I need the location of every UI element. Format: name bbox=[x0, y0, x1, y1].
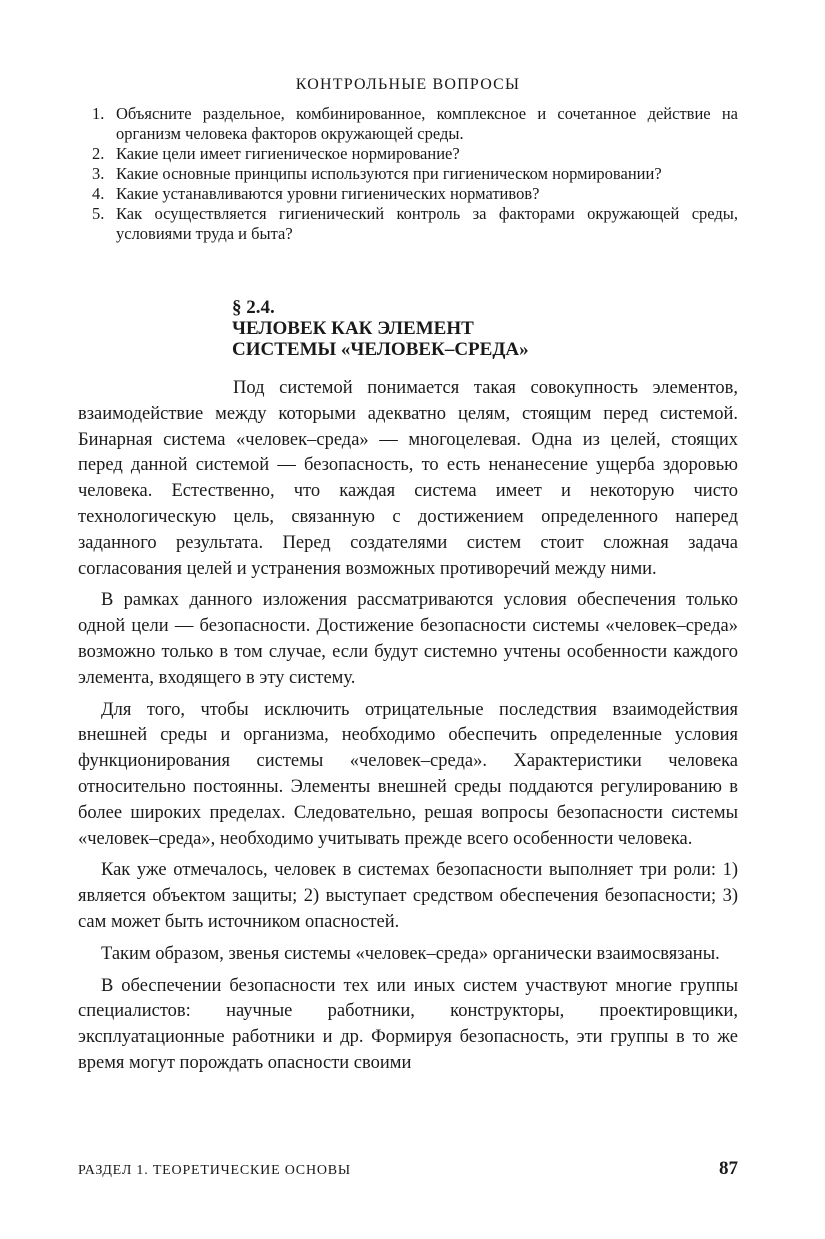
question-text: Как осуществляется гигиенический контроль за факторами окружающей среды, условиями труда и быта? bbox=[116, 204, 738, 243]
running-footer-label: РАЗДЕЛ 1. ТЕОРЕТИЧЕСКИЕ ОСНОВЫ bbox=[78, 1163, 351, 1178]
question-item bbox=[78, 144, 738, 164]
questions-heading: КОНТРОЛЬНЫЕ ВОПРОСЫ bbox=[295, 76, 521, 93]
questions-list bbox=[78, 104, 738, 244]
paragraph: Под системой понимается такая совокупность элементов, взаимодействие между которыми адекватно целям, стоящим перед системой. Бинарная система «человек–среда» — многоцелевая. Одна из целей, стоящих перед данной системой — безопасность, то есть ненанесение ущерба здоровью человека. Естественно, что каждая система имеет и некоторую чисто технологическую цель, связанную с достижением определенного наперед заданного результата. Перед создателями систем стоит сложная задача согласования целей и устранения возможных противоречий между ними. bbox=[78, 378, 738, 579]
paragraph: В рамках данного изложения рассматриваются условия обеспечения только одной цели — безопасности. Достижение безопасности системы «человек–среда» возможно только в том случае, если будут системно учтены особенности каждого элемента, входящего в эту систему. bbox=[78, 590, 738, 688]
paragraph: Для того, чтобы исключить отрицательные последствия взаимодействия внешней среды и организма, необходимо обеспечить определенные условия функционирования системы «человек–среда». Характеристики человека относительно постоянны. Элементы внешней среды поддаются регулированию в более широких пределах. Следовательно, решая вопросы безопасности системы «человек–среда», необходимо учитывать прежде всего особенности человека. bbox=[78, 699, 738, 849]
paragraph: В обеспечении безопасности тех или иных систем участвуют многие группы специалистов: научные работники, конструкторы, проектировщики, эксплуатационные работники и др. Формируя безопасность, эти группы в то же время могут порождать опасности своими bbox=[78, 975, 738, 1073]
section-title-line-1: ЧЕЛОВЕК КАК ЭЛЕМЕНТ bbox=[232, 318, 474, 339]
page-footer bbox=[78, 1158, 738, 1180]
question-number: 1. bbox=[92, 104, 105, 123]
question-item bbox=[78, 104, 738, 144]
question-number: 2. bbox=[92, 144, 105, 163]
section-title-line-2: СИСТЕМЫ «ЧЕЛОВЕК–СРЕДА» bbox=[232, 339, 529, 360]
question-text: Какие основные принципы используются при гигиеническом нормировании? bbox=[116, 164, 662, 183]
question-item bbox=[78, 204, 738, 244]
question-number: 5. bbox=[92, 204, 105, 223]
question-number: 4. bbox=[92, 184, 105, 203]
question-item bbox=[78, 184, 738, 204]
question-text: Какие цели имеет гигиеническое нормирование? bbox=[116, 144, 460, 163]
question-item bbox=[78, 164, 738, 184]
question-number: 3. bbox=[92, 164, 105, 183]
section-heading bbox=[232, 297, 529, 360]
book-page bbox=[78, 0, 738, 1239]
paragraph: Как уже отмечалось, человек в системах безопасности выполняет три роли: 1) является объектом защиты; 2) выступает средством обеспечения безопасности; 3) сам может быть источником опасностей. bbox=[78, 860, 738, 932]
question-text: Какие устанавливаются уровни гигиенических нормативов? bbox=[116, 184, 540, 203]
paragraph: Таким образом, звенья системы «человек–среда» органически взаимосвязаны. bbox=[101, 943, 720, 964]
question-text: Объясните раздельное, комбинированное, комплексное и сочетанное действие на организм человека факторов окружающей среды. bbox=[116, 104, 738, 143]
page-number: 87 bbox=[719, 1158, 738, 1179]
section-number: § 2.4. bbox=[232, 297, 275, 318]
section-body bbox=[78, 376, 738, 1083]
